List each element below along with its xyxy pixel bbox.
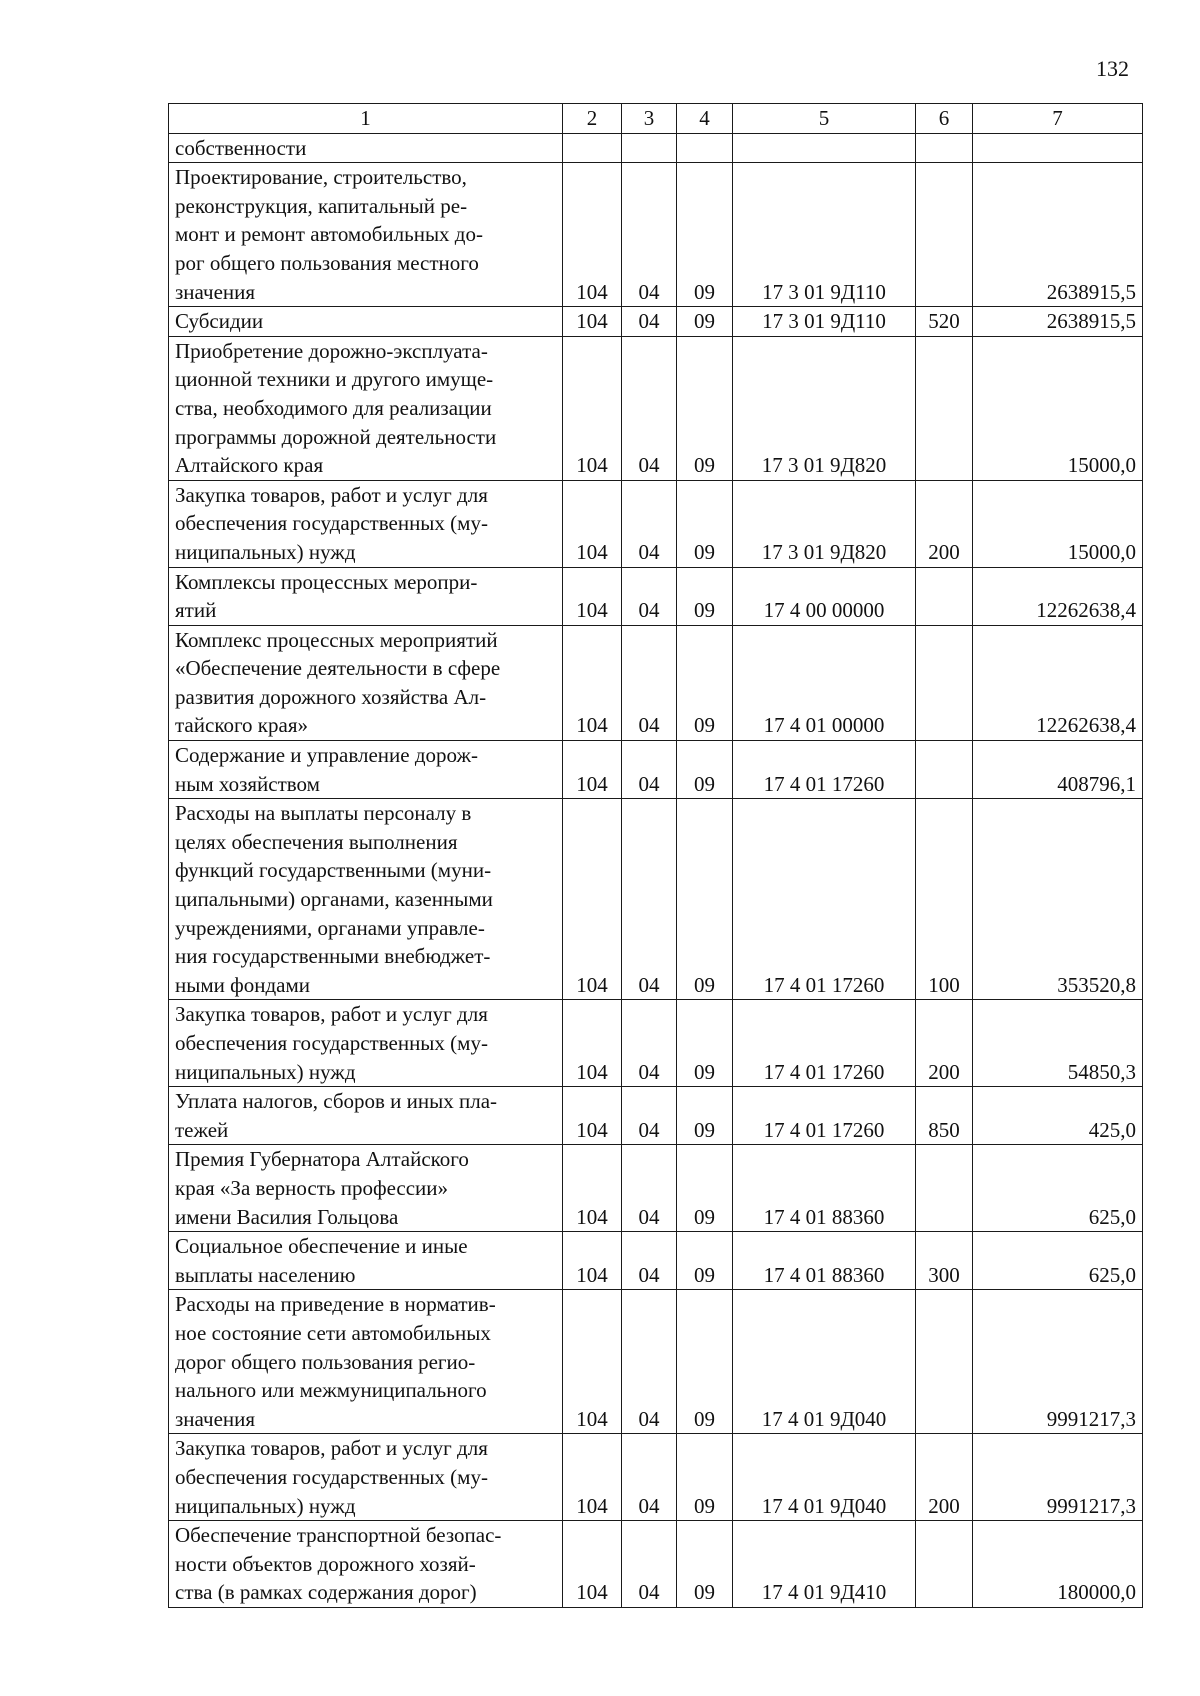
chapter-code: 04: [622, 1232, 677, 1290]
item-name-line: функций государственными (муни-: [175, 858, 492, 883]
item-name: [169, 1434, 563, 1521]
item-name-line: Закупка товаров, работ и услуг для: [175, 1436, 488, 1461]
target-article-code: 17 4 01 88360: [733, 1232, 916, 1290]
target-article-code: 17 4 01 17260: [733, 1000, 916, 1087]
section-code: 104: [563, 1290, 622, 1434]
item-name: [169, 1290, 563, 1434]
item-name-line: Уплата налогов, сборов и иных пла-: [175, 1089, 498, 1114]
amount: 180000,0: [973, 1521, 1143, 1608]
target-article-code: 17 3 01 9Д110: [733, 307, 916, 337]
item-name-line: монт и ремонт автомобильных до-: [175, 222, 483, 247]
item-name-line: Социальное обеспечение и иные: [175, 1234, 468, 1259]
amount: 425,0: [973, 1087, 1143, 1145]
amount: 625,0: [973, 1232, 1143, 1290]
amount: 9991217,3: [973, 1290, 1143, 1434]
subsection-code: 09: [677, 1232, 733, 1290]
table-row: [169, 1290, 1143, 1434]
table-row: [169, 1434, 1143, 1521]
table-row: [169, 799, 1143, 1000]
item-name: [169, 741, 563, 799]
column-header-6: 6: [916, 104, 973, 134]
target-article-code: 17 4 00 00000: [733, 567, 916, 625]
item-name: [169, 799, 563, 1000]
item-name-line: обеспечения государственных (му-: [175, 1031, 488, 1055]
chapter-code: 04: [622, 741, 677, 799]
section-code: 104: [563, 567, 622, 625]
table-row: [169, 336, 1143, 480]
chapter-code: 04: [622, 1145, 677, 1232]
chapter-code: 04: [622, 307, 677, 337]
item-name: [169, 1087, 563, 1145]
target-article-code: 17 4 01 9Д040: [733, 1434, 916, 1521]
table-body: [169, 133, 1143, 1607]
chapter-code: 04: [622, 480, 677, 567]
item-name-line: края «За верность профессии»: [175, 1175, 449, 1200]
item-name-line: ными фондами: [175, 972, 311, 997]
expense-type-code: 200: [916, 1434, 973, 1521]
item-name-line: Алтайского края: [175, 453, 324, 478]
amount: 15000,0: [973, 480, 1143, 567]
item-name-line: Премия Губернатора Алтайского: [175, 1147, 469, 1172]
item-name: [169, 336, 563, 480]
expense-type-code: 200: [916, 1000, 973, 1087]
subsection-code: 09: [677, 480, 733, 567]
item-name-line: тежей: [175, 1117, 229, 1142]
column-header-1: 1: [169, 104, 563, 134]
item-name-line: целях обеспечения выполнения: [175, 829, 458, 854]
item-name-line: Закупка товаров, работ и услуг для: [175, 1002, 488, 1027]
item-name-line: Обеспечение транспортной безопас-: [175, 1523, 502, 1548]
target-article-code: 17 4 01 17260: [733, 799, 916, 1000]
subsection-code: 09: [677, 799, 733, 1000]
table-row: [169, 480, 1143, 567]
table-row: [169, 625, 1143, 740]
subsection-code: 09: [677, 1145, 733, 1232]
item-name-line: реконструкция, капитальный ре-: [175, 193, 468, 218]
table-row: [169, 1145, 1143, 1232]
item-name-line: ципальными) органами, казенными: [175, 887, 493, 912]
item-name-line: учреждениями, органами управле-: [175, 915, 485, 940]
item-name-line: Субсидии: [175, 309, 264, 334]
item-name-line: ности объектов дорожного хозяй-: [175, 1551, 476, 1576]
item-name-line: программы дорожной деятельности: [175, 424, 497, 449]
expense-type-code: [916, 1521, 973, 1608]
expense-type-code: [916, 1290, 973, 1434]
expense-type-code: 100: [916, 799, 973, 1000]
chapter-code: 04: [622, 799, 677, 1000]
section-code: 104: [563, 1145, 622, 1232]
section-code: 104: [563, 799, 622, 1000]
item-name-line: развития дорожного хозяйства Ал-: [175, 684, 487, 709]
expense-type-code: [916, 567, 973, 625]
amount: 12262638,4: [973, 567, 1143, 625]
item-name-line: собственности: [175, 135, 307, 160]
item-name-line: «Обеспечение деятельности в сфере: [175, 656, 501, 681]
column-header-2: 2: [563, 104, 622, 134]
target-article-code: 17 4 01 17260: [733, 741, 916, 799]
target-article-code: [733, 133, 916, 163]
table-row: [169, 1087, 1143, 1145]
item-name-line: значения: [175, 279, 256, 304]
chapter-code: [622, 133, 677, 163]
target-article-code: 17 3 01 9Д820: [733, 336, 916, 480]
table-row: [169, 567, 1143, 625]
item-name-line: Комплекс процессных мероприятий: [175, 627, 498, 652]
expense-type-code: [916, 1145, 973, 1232]
target-article-code: 17 4 01 00000: [733, 625, 916, 740]
expense-type-code: [916, 163, 973, 307]
item-name: [169, 163, 563, 307]
subsection-code: 09: [677, 741, 733, 799]
item-name: [169, 480, 563, 567]
chapter-code: 04: [622, 1087, 677, 1145]
item-name-line: ниципальных) нужд: [175, 1059, 356, 1084]
item-name: [169, 625, 563, 740]
amount: 408796,1: [973, 741, 1143, 799]
chapter-code: 04: [622, 1290, 677, 1434]
item-name-line: нального или межмуниципального: [175, 1378, 487, 1403]
section-code: 104: [563, 336, 622, 480]
item-name: [169, 1145, 563, 1232]
subsection-code: 09: [677, 336, 733, 480]
table-header: [169, 104, 1143, 134]
item-name-line: Закупка товаров, работ и услуг для: [175, 482, 488, 507]
chapter-code: 04: [622, 1000, 677, 1087]
expense-type-code: 200: [916, 480, 973, 567]
table-row: [169, 1232, 1143, 1290]
target-article-code: 17 3 01 9Д110: [733, 163, 916, 307]
section-code: 104: [563, 480, 622, 567]
expense-type-code: [916, 133, 973, 163]
expense-type-code: 850: [916, 1087, 973, 1145]
section-code: 104: [563, 163, 622, 307]
section-code: 104: [563, 1521, 622, 1608]
subsection-code: 09: [677, 1521, 733, 1608]
section-code: 104: [563, 307, 622, 337]
header-row: [169, 104, 1143, 134]
subsection-code: 09: [677, 1290, 733, 1434]
budget-table: [168, 103, 1143, 1608]
item-name: [169, 567, 563, 625]
section-code: 104: [563, 741, 622, 799]
amount: 2638915,5: [973, 163, 1143, 307]
section-code: 104: [563, 625, 622, 740]
subsection-code: [677, 133, 733, 163]
amount: 54850,3: [973, 1000, 1143, 1087]
item-name-line: дорог общего пользования регио-: [175, 1349, 476, 1374]
section-code: 104: [563, 1000, 622, 1087]
item-name: [169, 1521, 563, 1608]
amount: 9991217,3: [973, 1434, 1143, 1521]
item-name-line: Приобретение дорожно-эксплуата-: [175, 338, 488, 363]
section-code: 104: [563, 1087, 622, 1145]
target-article-code: 17 4 01 17260: [733, 1087, 916, 1145]
column-header-4: 4: [677, 104, 733, 134]
section-code: 104: [563, 1434, 622, 1521]
chapter-code: 04: [622, 567, 677, 625]
item-name-line: имени Василия Гольцова: [175, 1204, 399, 1229]
chapter-code: 04: [622, 336, 677, 480]
item-name-line: рог общего пользования местного: [175, 250, 479, 275]
column-header-7: 7: [973, 104, 1143, 134]
item-name-line: Комплексы процессных меропри-: [175, 569, 478, 594]
target-article-code: 17 4 01 9Д040: [733, 1290, 916, 1434]
table-row: [169, 1000, 1143, 1087]
target-article-code: 17 3 01 9Д820: [733, 480, 916, 567]
amount: 625,0: [973, 1145, 1143, 1232]
target-article-code: 17 4 01 9Д410: [733, 1521, 916, 1608]
table-row: [169, 307, 1143, 337]
amount: [973, 133, 1143, 163]
table-row: [169, 163, 1143, 307]
item-name: [169, 133, 563, 163]
section-code: [563, 133, 622, 163]
expense-type-code: 300: [916, 1232, 973, 1290]
item-name-line: обеспечения государственных (му-: [175, 511, 488, 536]
section-code: 104: [563, 1232, 622, 1290]
item-name: [169, 307, 563, 337]
item-name-line: ства (в рамках содержания дорог): [175, 1580, 477, 1605]
expense-type-code: [916, 336, 973, 480]
expense-type-code: [916, 625, 973, 740]
target-article-code: 17 4 01 88360: [733, 1145, 916, 1232]
chapter-code: 04: [622, 1521, 677, 1608]
item-name-line: ционной техники и другого имуще-: [175, 367, 494, 392]
item-name: [169, 1000, 563, 1087]
column-header-5: 5: [733, 104, 916, 134]
amount: 12262638,4: [973, 625, 1143, 740]
item-name-line: ное состояние сети автомобильных: [175, 1320, 491, 1345]
table-row: [169, 1521, 1143, 1608]
expense-type-code: 520: [916, 307, 973, 337]
subsection-code: 09: [677, 567, 733, 625]
subsection-code: 09: [677, 307, 733, 337]
item-name-line: Содержание и управление дорож-: [175, 743, 478, 768]
item-name: [169, 1232, 563, 1290]
item-name-line: ятий: [175, 598, 217, 623]
item-name-line: Расходы на выплаты персоналу в: [175, 801, 472, 826]
item-name-line: Проектирование, строительство,: [175, 165, 467, 190]
page-number: 132: [1096, 56, 1129, 81]
amount: 15000,0: [973, 336, 1143, 480]
subsection-code: 09: [677, 1434, 733, 1521]
amount: 353520,8: [973, 799, 1143, 1000]
chapter-code: 04: [622, 163, 677, 307]
item-name-line: тайского края»: [175, 713, 308, 738]
subsection-code: 09: [677, 163, 733, 307]
subsection-code: 09: [677, 1087, 733, 1145]
subsection-code: 09: [677, 1000, 733, 1087]
item-name-line: ниципальных) нужд: [175, 1493, 356, 1518]
column-header-3: 3: [622, 104, 677, 134]
item-name-line: выплаты населению: [175, 1262, 356, 1287]
item-name-line: ния государственными внебюджет-: [175, 944, 491, 969]
item-name-line: ным хозяйством: [175, 771, 320, 796]
chapter-code: 04: [622, 625, 677, 740]
item-name-line: ниципальных) нужд: [175, 539, 356, 564]
table-row: [169, 133, 1143, 163]
item-name-line: обеспечения государственных (му-: [175, 1464, 488, 1489]
item-name-line: значения: [175, 1406, 256, 1431]
item-name-line: Расходы на приведение в норматив-: [175, 1292, 496, 1317]
item-name-line: ства, необходимого для реализации: [175, 395, 492, 420]
chapter-code: 04: [622, 1434, 677, 1521]
expense-type-code: [916, 741, 973, 799]
amount: 2638915,5: [973, 307, 1143, 337]
table-row: [169, 741, 1143, 799]
subsection-code: 09: [677, 625, 733, 740]
